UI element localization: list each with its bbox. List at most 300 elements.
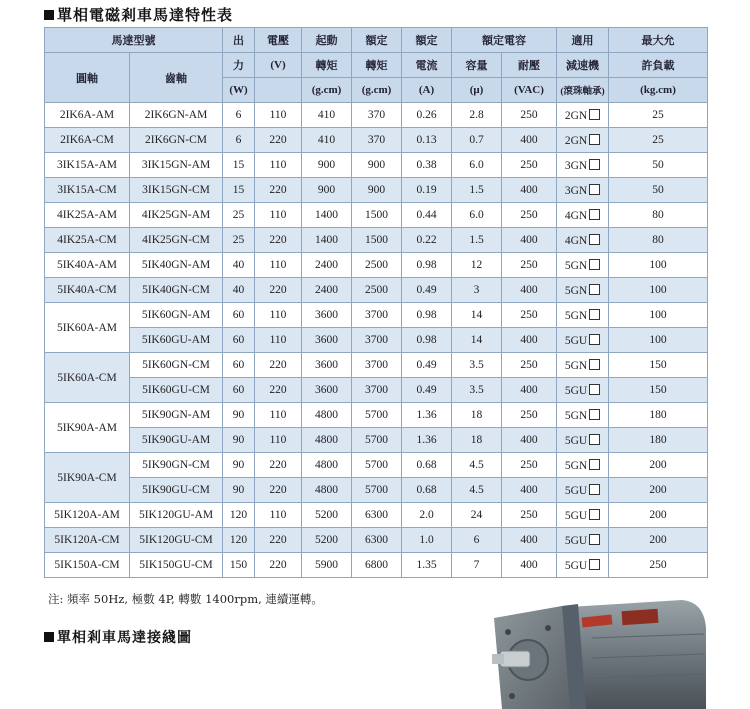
- cell-reducer: [557, 253, 609, 278]
- empty-box-icon: [589, 459, 600, 470]
- header-voltage-1: 電壓: [255, 28, 302, 53]
- cell-gear-shaft: 3IK15GN-CM: [130, 178, 223, 203]
- cell-start-torque: 1400: [302, 228, 352, 253]
- cell-max-load: 200: [609, 503, 708, 528]
- cell-voltage: 110: [255, 103, 302, 128]
- cell-start-torque: 900: [302, 153, 352, 178]
- reducer-code: 4GN: [564, 234, 588, 247]
- header-rated-current-2: 電流: [402, 53, 452, 78]
- cell-reducer: [557, 103, 609, 128]
- cell-rated-current: 0.49: [402, 378, 452, 403]
- cell-rated-torque: 2500: [352, 278, 402, 303]
- cell-capacity: 12: [452, 253, 502, 278]
- cell-reducer: [557, 278, 609, 303]
- cell-reducer: [557, 303, 609, 328]
- cell-start-torque: 900: [302, 178, 352, 203]
- cell-power: 60: [223, 303, 255, 328]
- table-row: [45, 153, 708, 178]
- table-row: [45, 453, 708, 478]
- cell-reducer: [557, 328, 609, 353]
- cell-max-load: 100: [609, 253, 708, 278]
- cell-capacity: 1.5: [452, 178, 502, 203]
- table-row: [45, 528, 708, 553]
- cell-reducer: [557, 428, 609, 453]
- cell-reducer: [557, 353, 609, 378]
- cell-round-shaft: 5IK40A-CM: [45, 278, 130, 303]
- cell-rated-torque: 6800: [352, 553, 402, 578]
- cell-reducer: [557, 478, 609, 503]
- cell-round-shaft: 5IK150A-CM: [45, 553, 130, 578]
- cell-voltage: 110: [255, 403, 302, 428]
- cell-rated-torque: 3700: [352, 378, 402, 403]
- cell-reducer: [557, 203, 609, 228]
- cell-power: 120: [223, 528, 255, 553]
- header-start-torque-2: 轉矩: [302, 53, 352, 78]
- wiring-diagram-title: [44, 627, 192, 647]
- header-reducer-2: 減速機: [557, 53, 609, 78]
- cell-capacity: 3.5: [452, 378, 502, 403]
- cell-reducer: [557, 128, 609, 153]
- cell-capacity: 4.5: [452, 453, 502, 478]
- cell-voltage: 220: [255, 353, 302, 378]
- header-max-load-3: (kg.cm): [609, 78, 708, 103]
- empty-box-icon: [589, 259, 600, 270]
- empty-box-icon: [589, 509, 600, 520]
- cell-withstand: 400: [502, 478, 557, 503]
- reducer-code: 3GN: [564, 184, 588, 197]
- cell-gear-shaft: 2IK6GN-AM: [130, 103, 223, 128]
- empty-box-icon: [589, 234, 600, 245]
- table-row: [45, 328, 708, 353]
- cell-capacity: 4.5: [452, 478, 502, 503]
- cell-round-shaft: 4IK25A-CM: [45, 228, 130, 253]
- cell-rated-torque: 1500: [352, 203, 402, 228]
- cell-round-shaft: 5IK90A-CM: [45, 453, 130, 503]
- cell-capacity: 18: [452, 403, 502, 428]
- cell-round-shaft: 2IK6A-CM: [45, 128, 130, 153]
- cell-withstand: 400: [502, 553, 557, 578]
- page-title: [44, 4, 233, 25]
- cell-rated-torque: 5700: [352, 403, 402, 428]
- cell-rated-current: 0.49: [402, 353, 452, 378]
- cell-max-load: 180: [609, 403, 708, 428]
- cell-rated-torque: 900: [352, 153, 402, 178]
- cell-capacity: 7: [452, 553, 502, 578]
- table-row: [45, 303, 708, 328]
- header-reducer-1: 適用: [557, 28, 609, 53]
- cell-rated-current: 0.98: [402, 303, 452, 328]
- reducer-code: 5GU: [564, 559, 588, 572]
- cell-max-load: 200: [609, 453, 708, 478]
- cell-rated-current: 0.44: [402, 203, 452, 228]
- cell-start-torque: 3600: [302, 353, 352, 378]
- cell-round-shaft: 5IK90A-AM: [45, 403, 130, 453]
- cell-rated-current: 0.68: [402, 453, 452, 478]
- table-row: [45, 378, 708, 403]
- cell-gear-shaft: 5IK90GU-CM: [130, 478, 223, 503]
- cell-reducer: [557, 178, 609, 203]
- cell-rated-torque: 5700: [352, 478, 402, 503]
- cell-power: 90: [223, 403, 255, 428]
- cell-capacity: 18: [452, 428, 502, 453]
- cell-rated-torque: 3700: [352, 303, 402, 328]
- cell-round-shaft: 4IK25A-AM: [45, 203, 130, 228]
- header-power-2: 力: [223, 53, 255, 78]
- header-gear-shaft: 齒軸: [130, 53, 223, 103]
- empty-box-icon: [589, 434, 600, 445]
- cell-rated-torque: 3700: [352, 353, 402, 378]
- header-start-torque-3: (g.cm): [302, 78, 352, 103]
- cell-rated-current: 1.36: [402, 403, 452, 428]
- cell-voltage: 110: [255, 253, 302, 278]
- cell-rated-current: 1.0: [402, 528, 452, 553]
- reducer-code: 5GU: [564, 484, 588, 497]
- cell-start-torque: 3600: [302, 328, 352, 353]
- cell-withstand: 400: [502, 528, 557, 553]
- cell-rated-current: 0.98: [402, 328, 452, 353]
- cell-power: 90: [223, 428, 255, 453]
- cell-capacity: 6: [452, 528, 502, 553]
- table-row: [45, 128, 708, 153]
- header-reducer-3: (滾珠軸承): [557, 78, 609, 103]
- reducer-code: 5GU: [564, 334, 588, 347]
- header-model: 馬達型號: [45, 28, 223, 53]
- empty-box-icon: [589, 134, 600, 145]
- cell-withstand: 250: [502, 253, 557, 278]
- cell-gear-shaft: 4IK25GN-AM: [130, 203, 223, 228]
- cell-max-load: 200: [609, 478, 708, 503]
- cell-start-torque: 2400: [302, 278, 352, 303]
- cell-gear-shaft: 5IK150GU-CM: [130, 553, 223, 578]
- cell-voltage: 110: [255, 428, 302, 453]
- cell-gear-shaft: 5IK60GN-AM: [130, 303, 223, 328]
- table-row: [45, 178, 708, 203]
- cell-gear-shaft: 5IK60GU-CM: [130, 378, 223, 403]
- cell-round-shaft: 5IK120A-CM: [45, 528, 130, 553]
- cell-rated-current: 1.36: [402, 428, 452, 453]
- cell-rated-torque: 2500: [352, 253, 402, 278]
- cell-rated-torque: 5700: [352, 428, 402, 453]
- cell-reducer: [557, 503, 609, 528]
- cell-power: 60: [223, 328, 255, 353]
- cell-power: 90: [223, 453, 255, 478]
- cell-withstand: 250: [502, 153, 557, 178]
- table-row: [45, 428, 708, 453]
- cell-rated-torque: 5700: [352, 453, 402, 478]
- empty-box-icon: [589, 334, 600, 345]
- header-voltage-3: [255, 78, 302, 103]
- cell-start-torque: 5200: [302, 503, 352, 528]
- reducer-code: 5GN: [564, 284, 588, 297]
- cell-capacity: 2.8: [452, 103, 502, 128]
- reducer-code: 5GU: [564, 434, 588, 447]
- cell-start-torque: 3600: [302, 303, 352, 328]
- cell-rated-torque: 370: [352, 103, 402, 128]
- header-start-torque-1: 起動: [302, 28, 352, 53]
- empty-box-icon: [589, 109, 600, 120]
- square-bullet-icon: [44, 10, 54, 20]
- cell-withstand: 400: [502, 428, 557, 453]
- cell-withstand: 400: [502, 378, 557, 403]
- cell-voltage: 220: [255, 453, 302, 478]
- cell-reducer: [557, 153, 609, 178]
- cell-start-torque: 410: [302, 103, 352, 128]
- cell-rated-current: 0.68: [402, 478, 452, 503]
- cell-round-shaft: 5IK60A-CM: [45, 353, 130, 403]
- cell-withstand: 250: [502, 303, 557, 328]
- reducer-code: 2GN: [564, 109, 588, 122]
- header-capacity-1: 容量: [452, 53, 502, 78]
- cell-voltage: 110: [255, 303, 302, 328]
- cell-round-shaft: 5IK60A-AM: [45, 303, 130, 353]
- reducer-code: 5GU: [564, 534, 588, 547]
- cell-voltage: 220: [255, 528, 302, 553]
- cell-voltage: 220: [255, 228, 302, 253]
- cell-rated-current: 0.19: [402, 178, 452, 203]
- wiring-diagram-title-text: 單相剎車馬達接綫圖: [57, 630, 192, 646]
- cell-voltage: 220: [255, 478, 302, 503]
- header-rated-torque-1: 額定: [352, 28, 402, 53]
- cell-capacity: 0.7: [452, 128, 502, 153]
- empty-box-icon: [589, 309, 600, 320]
- reducer-code: 5GN: [564, 309, 588, 322]
- header-rated-torque-3: (g.cm): [352, 78, 402, 103]
- cell-start-torque: 3600: [302, 378, 352, 403]
- cell-rated-torque: 6300: [352, 503, 402, 528]
- reducer-code: 5GU: [564, 509, 588, 522]
- cell-gear-shaft: 5IK40GN-AM: [130, 253, 223, 278]
- empty-box-icon: [589, 409, 600, 420]
- cell-start-torque: 2400: [302, 253, 352, 278]
- empty-box-icon: [589, 359, 600, 370]
- reducer-code: 4GN: [564, 209, 588, 222]
- cell-gear-shaft: 3IK15GN-AM: [130, 153, 223, 178]
- reducer-code: 5GN: [564, 409, 588, 422]
- cell-voltage: 220: [255, 178, 302, 203]
- reducer-code: 2GN: [564, 134, 588, 147]
- cell-power: 90: [223, 478, 255, 503]
- cell-start-torque: 5900: [302, 553, 352, 578]
- cell-power: 6: [223, 103, 255, 128]
- spec-table: [44, 27, 708, 578]
- empty-box-icon: [589, 559, 600, 570]
- empty-box-icon: [589, 159, 600, 170]
- cell-reducer: [557, 528, 609, 553]
- cell-withstand: 400: [502, 178, 557, 203]
- empty-box-icon: [589, 209, 600, 220]
- cell-max-load: 80: [609, 228, 708, 253]
- cell-voltage: 220: [255, 278, 302, 303]
- cell-max-load: 50: [609, 178, 708, 203]
- cell-withstand: 250: [502, 453, 557, 478]
- table-row: [45, 253, 708, 278]
- cell-max-load: 100: [609, 303, 708, 328]
- cell-capacity: 14: [452, 303, 502, 328]
- cell-max-load: 50: [609, 153, 708, 178]
- cell-max-load: 25: [609, 103, 708, 128]
- cell-round-shaft: 5IK40A-AM: [45, 253, 130, 278]
- cell-withstand: 250: [502, 403, 557, 428]
- cell-max-load: 25: [609, 128, 708, 153]
- cell-round-shaft: 3IK15A-AM: [45, 153, 130, 178]
- cell-capacity: 3: [452, 278, 502, 303]
- cell-withstand: 250: [502, 503, 557, 528]
- cell-power: 60: [223, 378, 255, 403]
- cell-power: 15: [223, 153, 255, 178]
- cell-gear-shaft: 4IK25GN-CM: [130, 228, 223, 253]
- cell-withstand: 250: [502, 203, 557, 228]
- table-row: [45, 553, 708, 578]
- header-rated-current-1: 額定: [402, 28, 452, 53]
- cell-rated-torque: 900: [352, 178, 402, 203]
- table-row: [45, 203, 708, 228]
- cell-power: 40: [223, 253, 255, 278]
- cell-start-torque: 4800: [302, 478, 352, 503]
- cell-power: 6: [223, 128, 255, 153]
- header-power-1: 出: [223, 28, 255, 53]
- header-rated-current-3: (A): [402, 78, 452, 103]
- header-withstand-2: (VAC): [502, 78, 557, 103]
- cell-gear-shaft: 5IK60GU-AM: [130, 328, 223, 353]
- cell-round-shaft: 5IK120A-AM: [45, 503, 130, 528]
- cell-capacity: 1.5: [452, 228, 502, 253]
- header-voltage-2: (V): [255, 53, 302, 78]
- cell-round-shaft: 3IK15A-CM: [45, 178, 130, 203]
- table-row: [45, 228, 708, 253]
- cell-start-torque: 4800: [302, 453, 352, 478]
- cell-rated-torque: 1500: [352, 228, 402, 253]
- cell-power: 150: [223, 553, 255, 578]
- cell-withstand: 400: [502, 228, 557, 253]
- cell-capacity: 6.0: [452, 153, 502, 178]
- reducer-code: 5GN: [564, 459, 588, 472]
- cell-power: 25: [223, 228, 255, 253]
- cell-withstand: 250: [502, 103, 557, 128]
- header-capacitor: 額定電容: [452, 28, 557, 53]
- cell-max-load: 200: [609, 528, 708, 553]
- cell-reducer: [557, 403, 609, 428]
- cell-power: 120: [223, 503, 255, 528]
- square-bullet-icon: [44, 632, 54, 642]
- cell-rated-torque: 3700: [352, 328, 402, 353]
- cell-rated-current: 0.98: [402, 253, 452, 278]
- cell-start-torque: 4800: [302, 428, 352, 453]
- cell-withstand: 400: [502, 278, 557, 303]
- header-rated-torque-2: 轉矩: [352, 53, 402, 78]
- cell-rated-current: 0.49: [402, 278, 452, 303]
- cell-voltage: 110: [255, 153, 302, 178]
- cell-max-load: 180: [609, 428, 708, 453]
- cell-voltage: 110: [255, 328, 302, 353]
- header-power-3: (W): [223, 78, 255, 103]
- cell-gear-shaft: 5IK120GU-CM: [130, 528, 223, 553]
- cell-max-load: 100: [609, 278, 708, 303]
- cell-rated-torque: 370: [352, 128, 402, 153]
- cell-start-torque: 1400: [302, 203, 352, 228]
- cell-round-shaft: 2IK6A-AM: [45, 103, 130, 128]
- cell-max-load: 250: [609, 553, 708, 578]
- cell-power: 60: [223, 353, 255, 378]
- empty-box-icon: [589, 534, 600, 545]
- cell-gear-shaft: 5IK60GN-CM: [130, 353, 223, 378]
- header-capacity-2: (μ): [452, 78, 502, 103]
- cell-gear-shaft: 5IK40GN-CM: [130, 278, 223, 303]
- cell-voltage: 220: [255, 378, 302, 403]
- cell-rated-current: 0.22: [402, 228, 452, 253]
- cell-gear-shaft: 5IK90GU-AM: [130, 428, 223, 453]
- cell-capacity: 3.5: [452, 353, 502, 378]
- cell-rated-torque: 6300: [352, 528, 402, 553]
- spec-table-body: [45, 103, 708, 578]
- cell-max-load: 100: [609, 328, 708, 353]
- cell-power: 40: [223, 278, 255, 303]
- cell-max-load: 150: [609, 353, 708, 378]
- cell-power: 15: [223, 178, 255, 203]
- header-round-shaft: 圓軸: [45, 53, 130, 103]
- cell-reducer: [557, 228, 609, 253]
- cell-capacity: 24: [452, 503, 502, 528]
- reducer-code: 5GN: [564, 359, 588, 372]
- cell-max-load: 150: [609, 378, 708, 403]
- cell-withstand: 400: [502, 328, 557, 353]
- cell-rated-current: 0.13: [402, 128, 452, 153]
- page-title-text: 單相電磁剎車馬達特性表: [57, 6, 234, 24]
- cell-voltage: 110: [255, 203, 302, 228]
- cell-capacity: 14: [452, 328, 502, 353]
- cell-withstand: 400: [502, 128, 557, 153]
- cell-capacity: 6.0: [452, 203, 502, 228]
- cell-rated-current: 2.0: [402, 503, 452, 528]
- cell-gear-shaft: 5IK90GN-CM: [130, 453, 223, 478]
- table-row: [45, 503, 708, 528]
- reducer-code: 3GN: [564, 159, 588, 172]
- cell-reducer: [557, 378, 609, 403]
- cell-rated-current: 1.35: [402, 553, 452, 578]
- header-max-load-2: 許負載: [609, 53, 708, 78]
- cell-max-load: 80: [609, 203, 708, 228]
- cell-voltage: 220: [255, 553, 302, 578]
- empty-box-icon: [589, 184, 600, 195]
- table-row: [45, 278, 708, 303]
- empty-box-icon: [589, 384, 600, 395]
- table-row: [45, 478, 708, 503]
- table-row: [45, 103, 708, 128]
- cell-rated-current: 0.38: [402, 153, 452, 178]
- cell-gear-shaft: 5IK90GN-AM: [130, 403, 223, 428]
- reducer-code: 5GU: [564, 384, 588, 397]
- cell-start-torque: 4800: [302, 403, 352, 428]
- table-row: [45, 403, 708, 428]
- table-row: [45, 353, 708, 378]
- cell-voltage: 220: [255, 128, 302, 153]
- cell-withstand: 250: [502, 353, 557, 378]
- cell-rated-current: 0.26: [402, 103, 452, 128]
- cell-reducer: [557, 453, 609, 478]
- reducer-code: 5GN: [564, 259, 588, 272]
- cell-start-torque: 410: [302, 128, 352, 153]
- empty-box-icon: [589, 284, 600, 295]
- cell-start-torque: 5200: [302, 528, 352, 553]
- cell-gear-shaft: 5IK120GU-AM: [130, 503, 223, 528]
- empty-box-icon: [589, 484, 600, 495]
- cell-voltage: 110: [255, 503, 302, 528]
- brake-motor-photo: [482, 588, 712, 709]
- header-withstand-1: 耐壓: [502, 53, 557, 78]
- cell-gear-shaft: 2IK6GN-CM: [130, 128, 223, 153]
- footnote: 注: 頻率 50Hz, 極數 4P, 轉數 1400rpm, 連續運轉。: [48, 592, 323, 606]
- cell-power: 25: [223, 203, 255, 228]
- cell-reducer: [557, 553, 609, 578]
